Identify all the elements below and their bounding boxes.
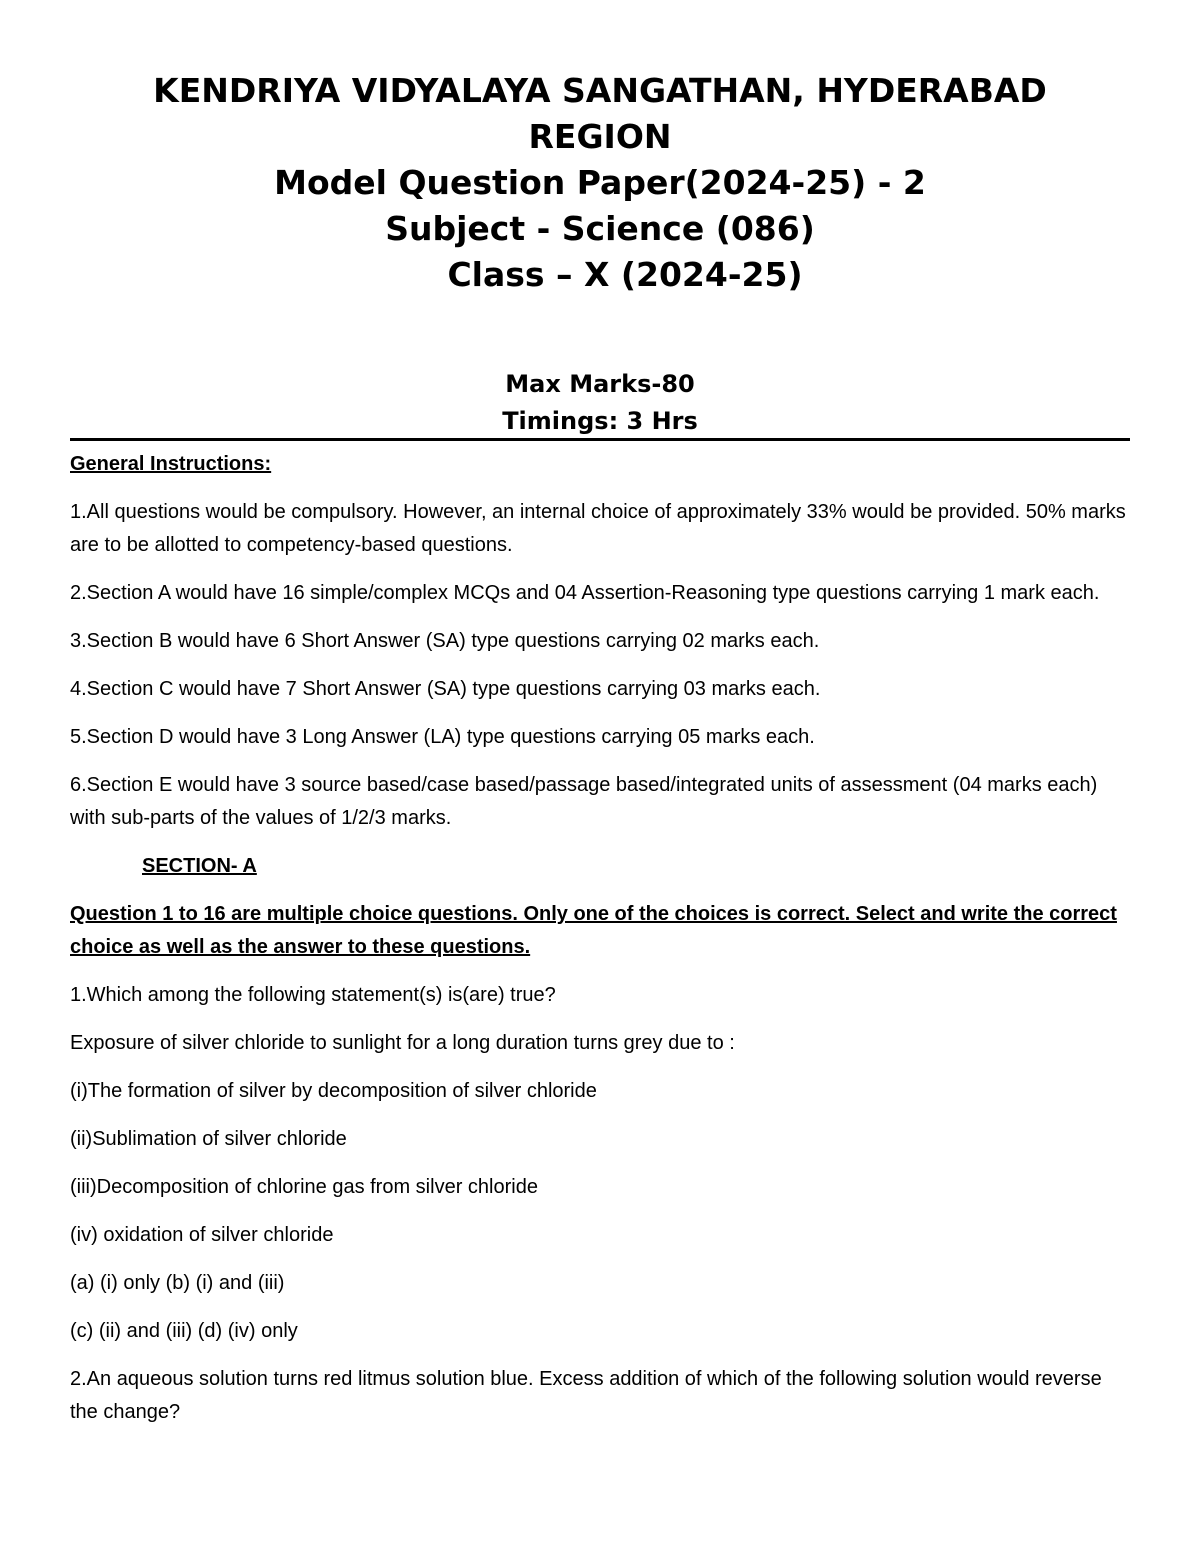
question-1-statement: (iii)Decomposition of chlorine gas from silver chloride	[70, 1176, 538, 1198]
organisation-region: REGION	[528, 117, 672, 156]
question-1-options: (c) (ii) and (iii) (d) (iv) only	[70, 1320, 298, 1342]
instruction-item: 1.All questions would be compulsory. However, an internal choice of approximately 33% would be provided. 50% marks are to be allotted to competency-based questions.	[70, 501, 1126, 556]
instruction-item: 3.Section B would have 6 Short Answer (SA) type questions carrying 02 marks each.	[70, 630, 820, 652]
question-1-statement: (ii)Sublimation of silver chloride	[70, 1128, 347, 1150]
organisation-title: KENDRIYA VIDYALAYA SANGATHAN, HYDERABAD	[153, 71, 1047, 110]
instructions-heading: General Instructions:	[70, 453, 272, 475]
question-1-context: Exposure of silver chloride to sunlight for a long duration turns grey due to :	[70, 1032, 735, 1054]
question-1-statement: (i)The formation of silver by decomposition of silver chloride	[70, 1080, 597, 1102]
timings: Timings: 3 Hrs	[502, 407, 698, 435]
paper-header	[70, 68, 1130, 298]
subject-title: Subject - Science (086)	[385, 209, 815, 248]
question-2-stem: 2.An aqueous solution turns red litmus solution blue. Excess addition of which of the following solution would reverse the change?	[70, 1368, 1102, 1423]
header-divider	[70, 438, 1130, 441]
instruction-item: 4.Section C would have 7 Short Answer (SA) type questions carrying 03 marks each.	[70, 678, 821, 700]
instruction-item: 2.Section A would have 16 simple/complex MCQs and 04 Assertion-Reasoning type questions carrying 1 mark each.	[70, 582, 1100, 604]
question-1-statement: (iv) oxidation of silver chloride	[70, 1224, 334, 1246]
max-marks: Max Marks-80	[505, 370, 695, 398]
class-title: Class – X (2024-25)	[447, 255, 803, 294]
instruction-item: 6.Section E would have 3 source based/case based/passage based/integrated units of assessment (04 marks each) with sub-parts of the values of 1/2/3 marks.	[70, 774, 1098, 829]
question-1-options: (a) (i) only (b) (i) and (iii)	[70, 1272, 285, 1294]
section-a-directions: Question 1 to 16 are multiple choice questions. Only one of the choices is correct. Select and write the correct choice as well as the answer to these questions.	[70, 903, 1117, 958]
instruction-item: 5.Section D would have 3 Long Answer (LA) type questions carrying 05 marks each.	[70, 726, 815, 748]
question-1-stem: 1.Which among the following statement(s) is(are) true?	[70, 984, 556, 1006]
marks-block	[70, 366, 1130, 440]
paper-title: Model Question Paper(2024-25) - 2	[274, 163, 926, 202]
section-a-title: SECTION- A	[142, 855, 257, 877]
paper-body	[70, 448, 1130, 1444]
